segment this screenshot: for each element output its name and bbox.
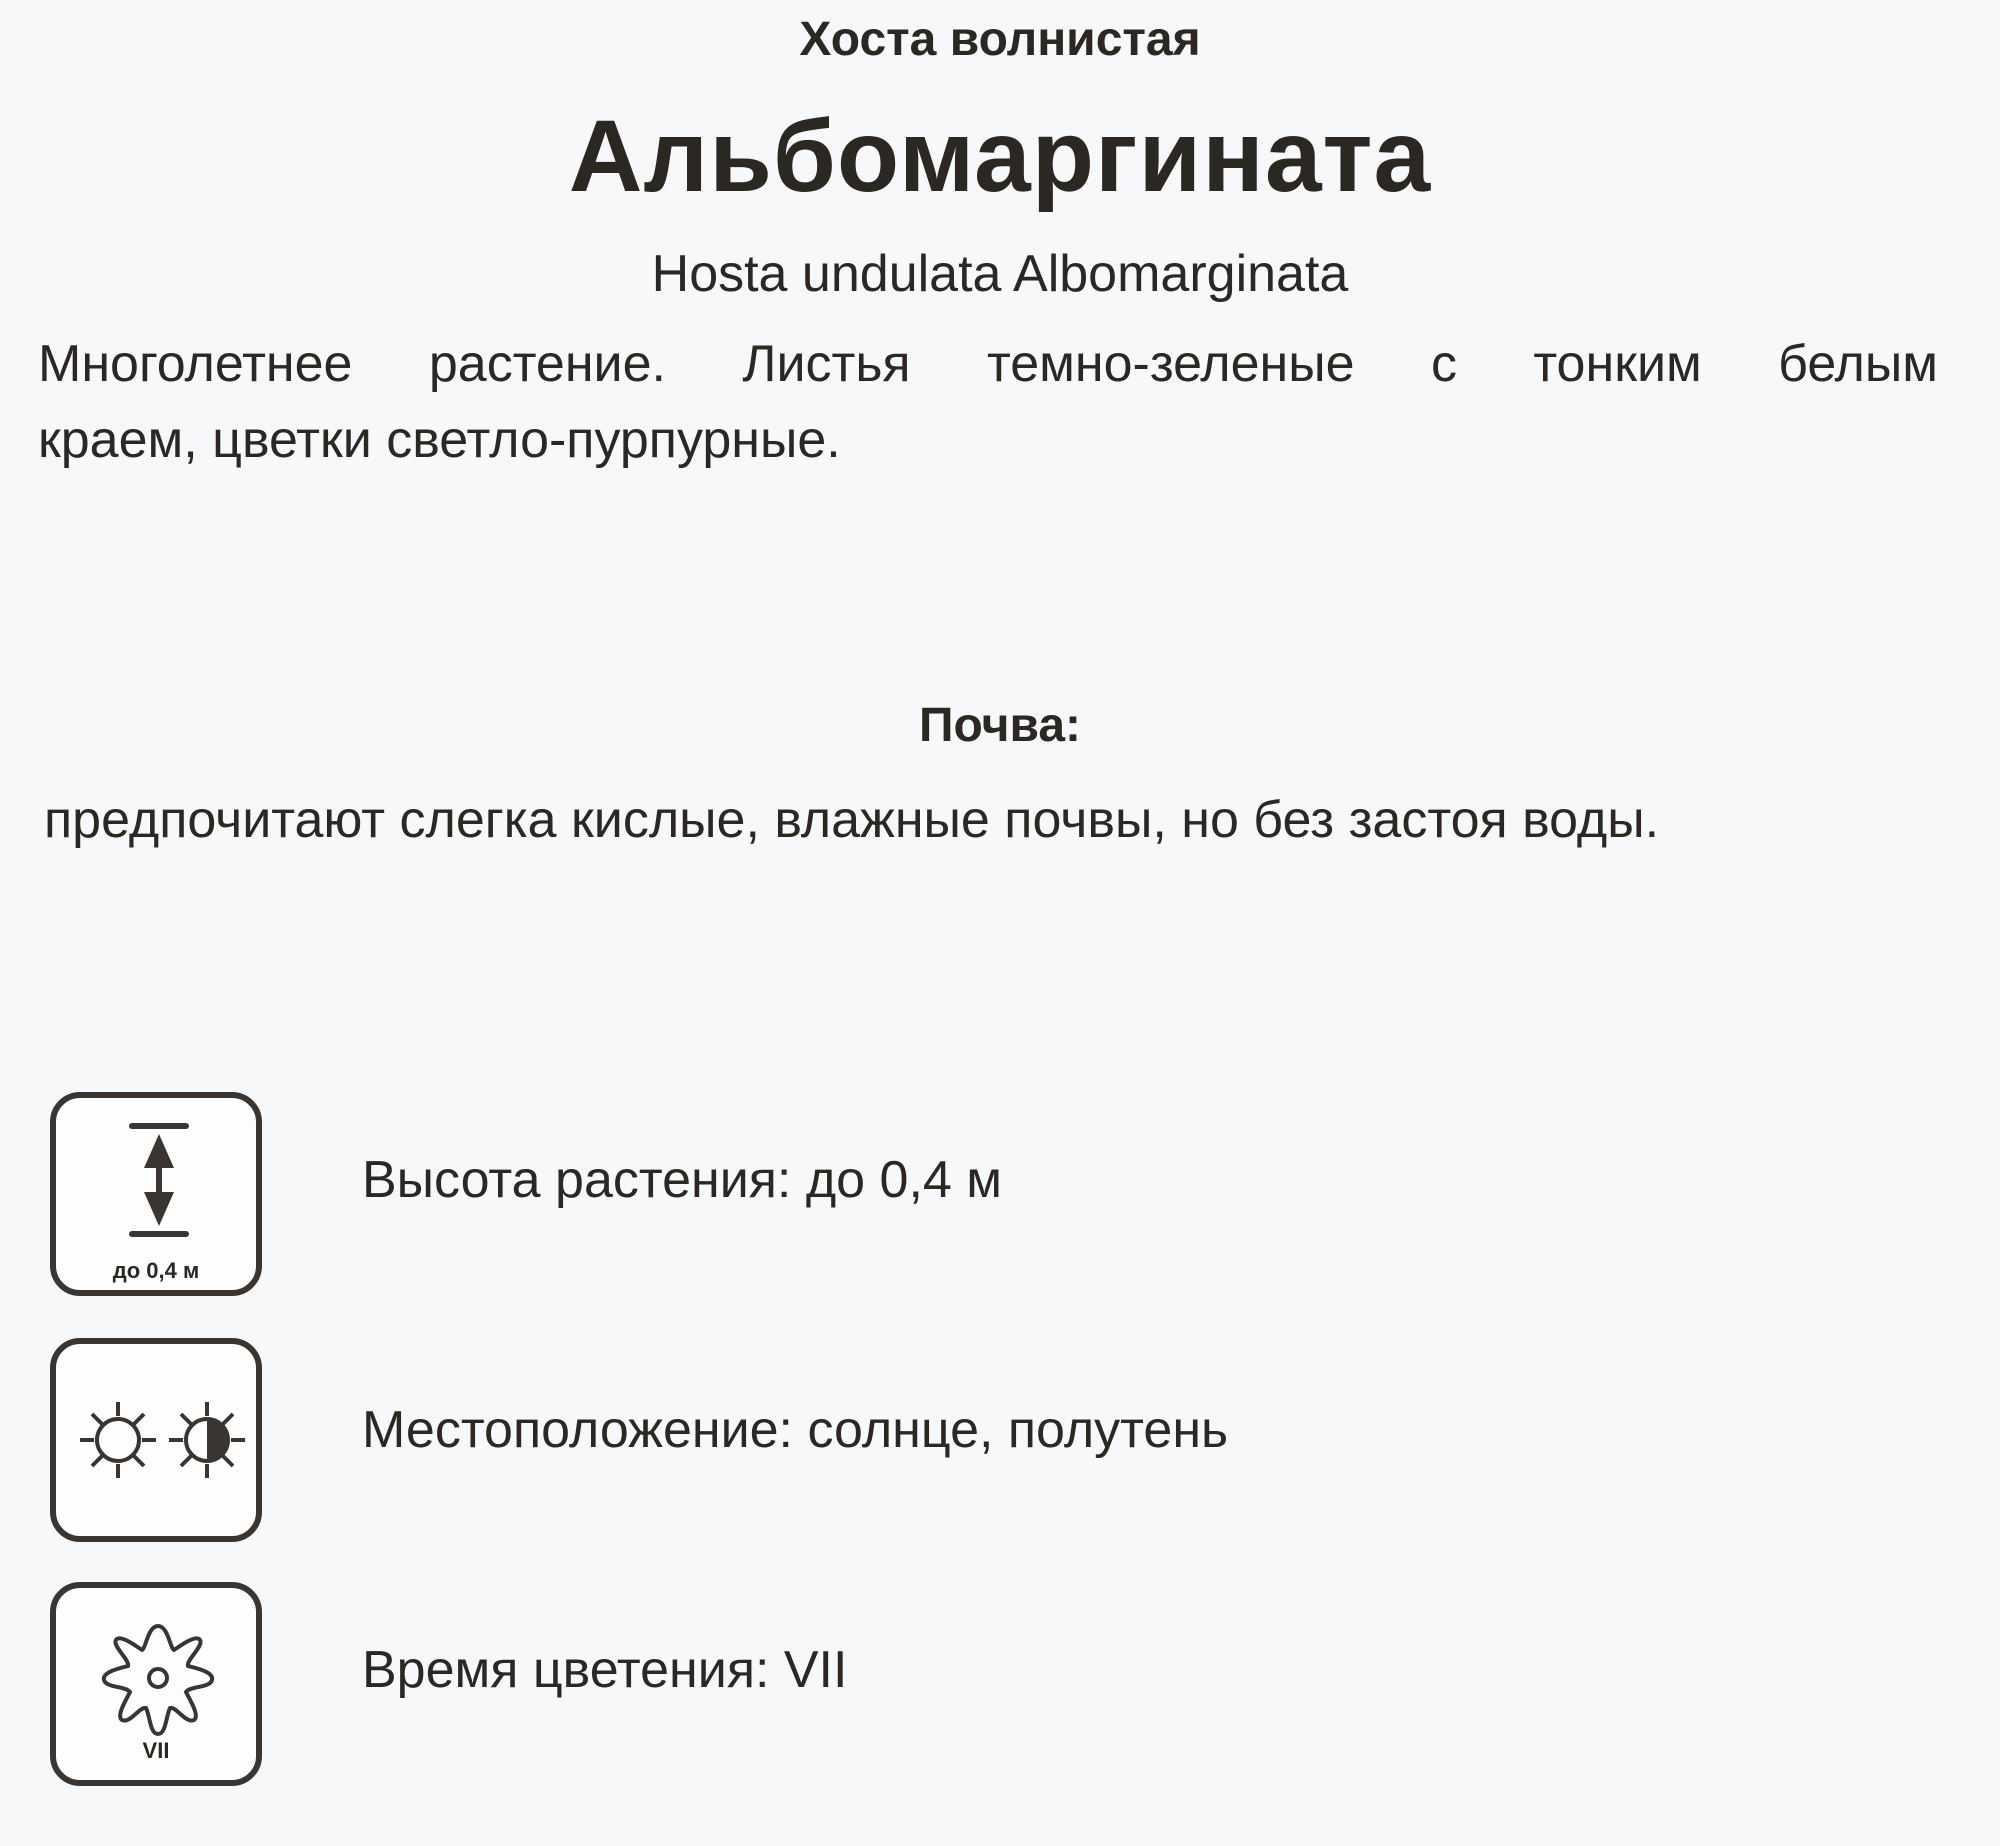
flowering-icon-box bbox=[50, 1582, 262, 1786]
description-line-2: краем, цветки светло-пурпурные. bbox=[38, 411, 841, 469]
soil-heading: Почва: bbox=[918, 699, 1082, 752]
description-line-1: Многолетнее растение. Листья темно-зеленые с тонким белым bbox=[38, 335, 1938, 393]
latin-name: Hosta undulata Albomarginata bbox=[651, 245, 1349, 303]
description bbox=[38, 326, 1938, 478]
subtitle: Хоста волнистая bbox=[799, 13, 1201, 66]
location-icon-box bbox=[50, 1338, 262, 1542]
height-icon-box bbox=[50, 1092, 262, 1296]
flowering-icon-caption: VII bbox=[142, 1738, 170, 1763]
height-property: Высота растения: до 0,4 м bbox=[362, 1151, 1003, 1209]
flowering-property: Время цветения: VII bbox=[362, 1641, 848, 1699]
location-property: Местоположение: солнце, полутень bbox=[362, 1401, 1229, 1459]
sun-partial-shade-icon bbox=[56, 1344, 256, 1548]
page-title: Альбомаргината bbox=[568, 99, 1432, 213]
height-icon-caption: до 0,4 м bbox=[112, 1258, 200, 1283]
soil-text: предпочитают слегка кислые, влажные почвы, но без застоя воды. bbox=[44, 791, 1660, 849]
